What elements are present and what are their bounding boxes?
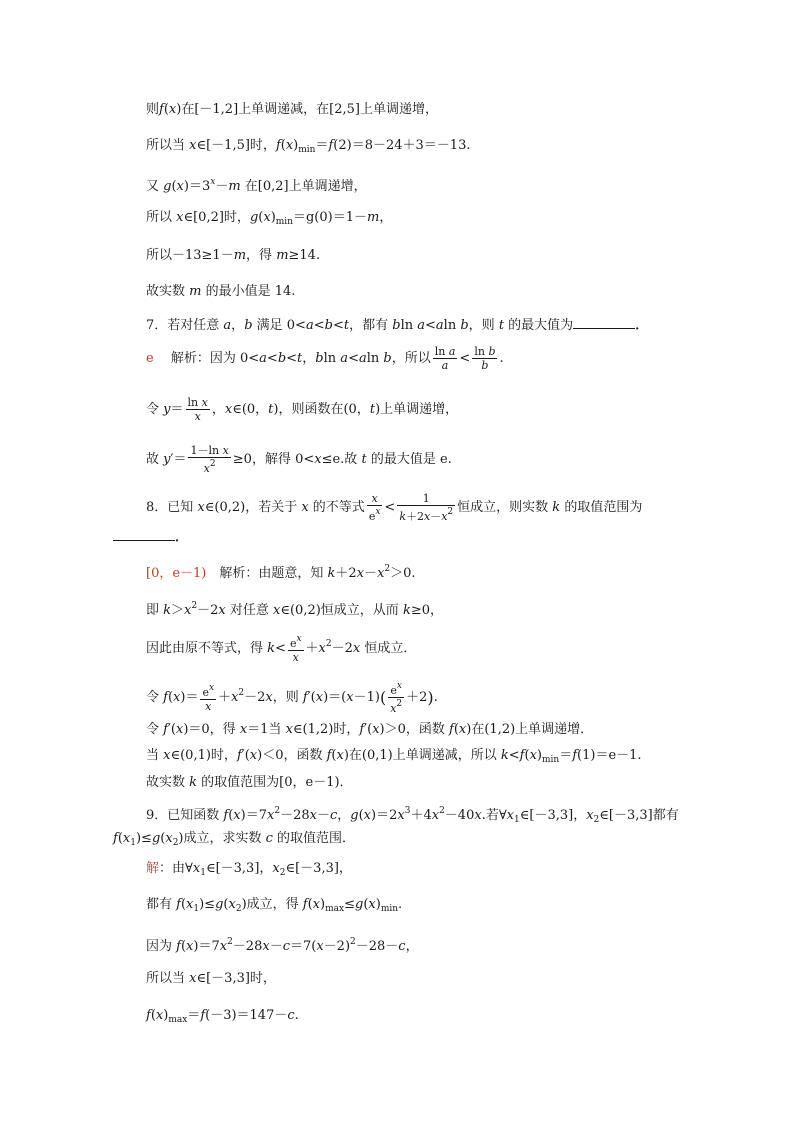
problem-8-solution-1: [0，e－1) 解析：由题意，知 $k+2x-x^2>0$. xyxy=(146,564,416,581)
problem-8-solution-7: 故实数 k 的取值范围为[0，e－1)． xyxy=(146,775,353,790)
problem-8-solution-4: 令 f(x)＝ $\frac{e^x}{x}$ $+x^2-2x$，则 f′(x)＝(x－1)( $\frac{e^x}{x^2}$ ＋2). xyxy=(146,681,438,715)
solution-line-5: 所以－13≥1－m，得 m≥14. xyxy=(146,248,321,263)
problem-7-statement: 7．若对任意 a，b 满足 0<a<b<t，都有 bln a<aln b，则 t 的最大值为 ． xyxy=(146,318,649,333)
problem-7-solution-3: 故 y′＝ $\frac{\text{1－ln x}}{x^2}$ ≥0，解得 0<x≤e.故 t 的最大值是 e. xyxy=(146,444,452,475)
problem-8-blank: ． xyxy=(113,528,188,548)
problem-9-statement-2: $f(x_1)\le g(x_2)$成立，求实数 c 的取值范围． xyxy=(113,831,356,848)
solution-line-1: 则f(x)在[－1,2]上单调递减，在[2,5]上单调递增， xyxy=(146,102,438,117)
problem-8-solution-2: 即 $k>x^2-2x$ 对任意 x∈(0,2)恒成立，从而 k≥0， xyxy=(146,601,443,618)
problem-9-solution-3: 因为 $f(x)=7x^2-28x-c=7(x-2)^2-28-c$， xyxy=(146,937,419,954)
problem-9-solution-2: 都有 $f(x_1)\le g(x_2)$成立，得 $f(x)_{max}\le g(x)_{min}$. xyxy=(146,897,403,914)
problem-9-solution-1: 解：由$\forall x_1\in[-3,3]$，$x_2\in[-3,3]$， xyxy=(146,861,352,878)
problem-7-solution-2: 令 y＝ $\frac{\text{ln x}}{x}$ ，x∈(0，t)，则函数在(0，t)上单调递增， xyxy=(146,396,459,423)
answer-blank xyxy=(573,316,635,329)
solution-line-6: 故实数 m 的最小值是 14. xyxy=(146,284,296,299)
solution-line-4: 所以 x∈[0,2]时，$g(x)_{min}=g(0)=1-m$， xyxy=(146,210,393,227)
solution-line-2: 所以当 x∈[－1,5]时，$f(x)_{min}=f(2)=8-24+3=-13$. xyxy=(146,138,471,155)
problem-8-solution-3: 因此由原不等式，得 k< $\frac{e^x}{x}$ $+x^2-2x$ 恒成立． xyxy=(146,634,417,664)
problem-8-solution-6: 当 x∈(0,1)时，f′(x)＜0，函数 f(x)在(0,1)上单调递减，所以 $k<f(x)_{min}=f(1)=e-1$. xyxy=(146,748,642,765)
problem-7-solution-1: e 解析：因为 0<a<b<t，bln a<aln b，所以 $\frac{\text{ln a}}{a}$ < $\frac{\text{ln b}}{b}$ . xyxy=(146,345,504,372)
problem-9-solution-5: $f(x)_{max}=f(-3)=147-c$. xyxy=(146,1008,299,1025)
problem-8-solution-5: 令 f′(x)＝0，得 x＝1当 x∈(1,2)时，f′(x)＞0，函数 f(x)在(1,2)上单调递增． xyxy=(146,722,594,737)
problem-8-statement: 8．已知 x∈(0,2)，若关于 x 的不等式 $\frac{x}{e^x}$ < $\frac{1}{k+2x-x^2}$ 恒成立，则实数 k 的取值范围为 xyxy=(146,492,643,523)
problem-9-statement-1: 9．已知函数 $f(x)=7x^2-28x-c$，$g(x)=2x^3+4x^2-40x$.若$\forall x_1\in[-3,3]$，$x_2\in[-3,3]$都有 xyxy=(146,806,679,825)
solution-line-3: 又 $g(x)=3^x-m$ 在[0,2]上单调递增， xyxy=(146,177,367,194)
problem-9-solution-4: 所以当 x∈[－3,3]时， xyxy=(146,971,276,986)
